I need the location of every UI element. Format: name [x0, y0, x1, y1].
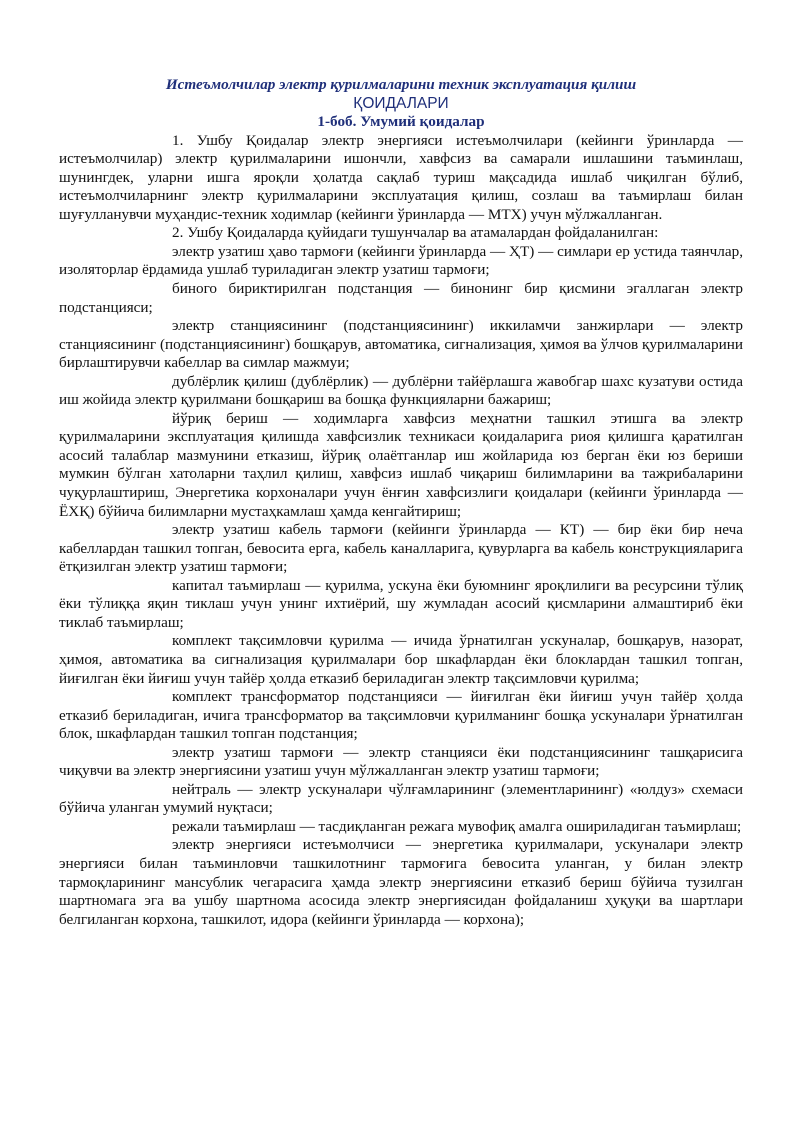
definition-attached-substation: биного бириктирилган подстанция — бинонинг бир қисмини эгаллаган электр подстанцияси;: [59, 280, 743, 316]
definition-energy-consumer: электр энергияси истеъмолчиси — энергетика қурилмалари, ускуналари электр энергияси билан таъминловчи ташкилотнинг тармоғига бевосита уланган, у билан электр тармоқларининг мансублик чегарасига ҳамда электр энергиясини етказиб бериш бўйича тузилган шартномага эга ва ушбу шартнома асосида электр энергиясидан фойдаланиш ҳуқуқи ва шартлари белгиланган корхона, ташкилот, идора (кейинги ўринларда — корхона);: [59, 836, 743, 928]
definition-transmission-line: электр узатиш тармоғи — электр станцияси ёки подстанциясининг ташқарисига чиқувчи ва электр энергиясини узатиш учун мўлжалланган электр узатиш тармоғи;: [59, 743, 743, 780]
chapter-heading: 1-боб. Умумий қоидалар: [317, 113, 485, 131]
definition-overhead-line: электр узатиш ҳаво тармоғи (кейинги ўринларда — ҲТ) — симлари ер устида таянчлар, изоляторлар ёрдамида ушлаб туриладиган электр узатиш тармоғи;: [59, 242, 743, 279]
definition-neutral: нейтраль — электр ускуналари чўлғамларининг (элементларининг) «юлдуз» схемаси бўйича уланган умумий нуқтаси;: [59, 780, 743, 817]
definition-complete-switchgear: комплект тақсимловчи қурилма — ичида ўрнатилган ускуналар, бошқарув, назорат, ҳимоя, автоматика ва сигнализация қурилмалари бор шкафлардан ёки блоклардан ташкил топган, йиғилган ёки йиғиш учун тайёр ҳолда етказиб бериладиган электр тақсимловчи қурилма;: [59, 632, 743, 687]
definition-cable-line: электр узатиш кабель тармоғи (кейинги ўринларда — КТ) — бир ёки бир неча кабеллардан ташкил топган, бевосита ерга, кабель каналларига, қувурларга ва кабель конструкцияларига ётқизилган электр узатиш тармоғи;: [59, 521, 743, 576]
definition-secondary-circuits: электр станциясининг (подстанциясининг) иккиламчи занжирлари — электр станциясининг (подстанциясининг) бошқарув, автоматика, сигнализация, ҳимоя ва ўлчов қурилмаларини бирлаштирувчи кабеллар ва симлар мажмуи;: [59, 317, 743, 372]
definition-duplication: дублёрлик қилиш (дублёрлик) — дублёрни тайёрлашга жавобгар шахс кузатуви остида иш жойида электр қурилмани бошқариш ва бошқа функцияларни бажариш;: [59, 372, 743, 409]
document-page: [59, 76, 743, 929]
definition-complete-transformer-substation: комплект трансформатор подстанцияси — йиғилган ёки йиғиш учун тайёр ҳолда етказиб бериладиган, ичига трансформатор ва тақсимловчи қурилманинг бошқа ускуналари ўрнатилган блок, шкафлардан ташкил топган подстанция;: [59, 688, 743, 743]
paragraph-1: 1. Ушбу Қоидалар электр энергияси истеъмолчилари (кейинги ўринларда — истеъмолчилар) электр қурилмаларини ишончли, хавфсиз ва самарали ишлашини таъминлаш, шунингдек, уларни ишга яроқли ҳолатда сақлаб туриш мақсадида ишлаб чиқилган бўлиб, истеъмолчиларнинг электр қурилмаларини эксплуатация қилиш, созлаш ва таъмирлаш билан шуғулланувчи муҳандис-техник ходимлар (кейинги ўринларда — МТХ) учун мўлжалланган.: [59, 131, 743, 223]
document-subtitle: ҚОИДАЛАРИ: [353, 94, 449, 112]
definition-capital-repair: капитал таъмирлаш — қурилма, ускуна ёки буюмнинг яроқлилиги ва ресурсини тўлиқ ёки тўлиққа яқин тиклаш учун унинг ихтиёрий, шу жумладан асосий қисмларини алмаштириб ёки тиклаб таъмирлаш;: [59, 576, 743, 631]
paragraph-2: 2. Ушбу Қоидаларда қуйидаги тушунчалар ва атамалардан фойдаланилган:: [172, 224, 659, 242]
definition-planned-repair: режали таъмирлаш — тасдиқланган режага мувофиқ амалга ошириладиган таъмирлаш;: [172, 817, 742, 835]
definition-instruction: йўриқ бериш — ходимларга хавфсиз меҳнатни ташкил этишга ва электр қурилмаларини эксплуатация қилишда хавфсизлик техникаси қоидаларига риоя қилишга қаратилган асосий талаблар мазмунини етказиш, йўриқ олаётганлар иш жойларида юз берган ёки юз бериши мумкин бўлган хатоларни таҳлил қилиш, хавфсиз ишлаб чиқариш билимларини ва тажрибаларини чуқурлаштириш, Энергетика корхоналари учун ёнғин хавфсизлиги қоидалари (кейинги ўринларда — ЁХҚ) бўйича билимларни мустаҳкамлаш ҳамда кенгайтириш;: [59, 409, 743, 520]
document-title: Истеъмолчилар электр қурилмаларини техник эксплуатация қилиш: [165, 76, 637, 93]
